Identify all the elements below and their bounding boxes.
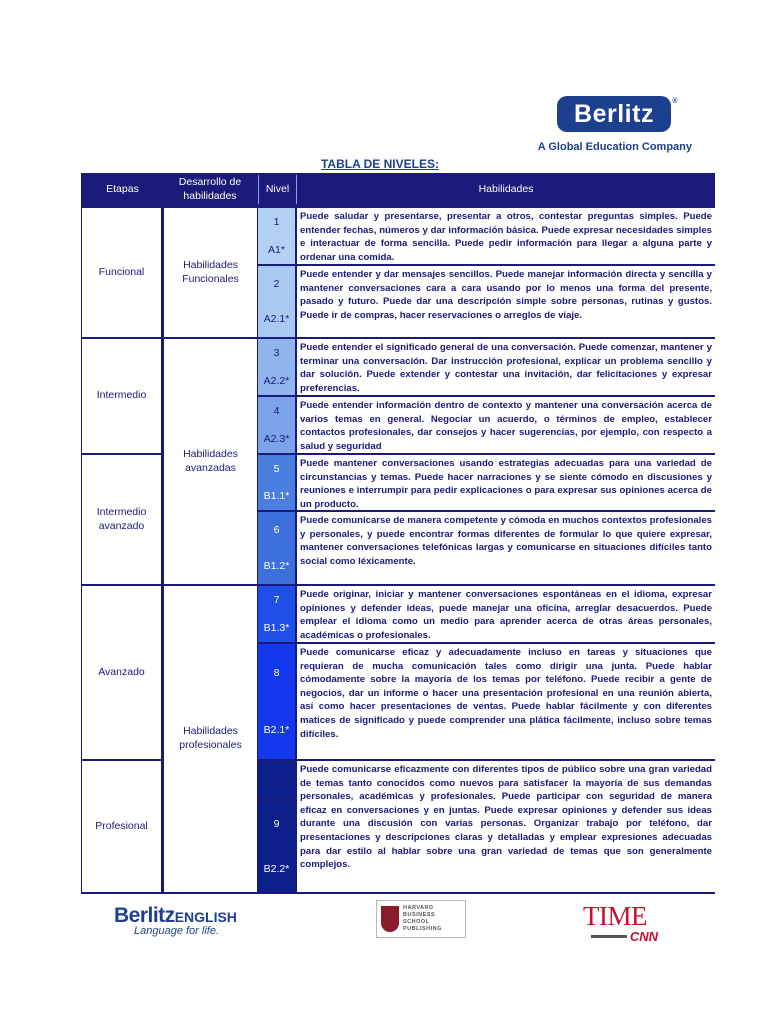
brand-tagline: A Global Education Company: [537, 141, 692, 153]
berlitz-logo: [557, 96, 678, 132]
level-7-badge: [258, 586, 295, 642]
level-9-badge: [258, 801, 295, 892]
level-code: B2.1*: [263, 724, 290, 737]
desarrollo-profesionales: Habilidades profesionales: [164, 586, 257, 892]
hbs-line-3: SCHOOL: [403, 919, 430, 925]
level-number: 1: [273, 216, 280, 228]
berlitz-logo-text: Berlitz: [574, 99, 654, 128]
level-2-description: Puede entender y dar mensajes sencillos. Puede manejar información directa y sencilla y mantener conversaciones cara a cara usando por lo menos una forma del presente, pasado y futuro. Puede dar una descripción simple sobre personas, rutinas y gustos. Puede ir de compras, hacer reservaciones o arreglos de viaje.: [297, 266, 715, 337]
level-code: A1*: [268, 244, 285, 256]
header-nivel: Nivel: [258, 175, 297, 204]
level-1-badge: [258, 208, 295, 264]
hbs-line-2: BUSINESS: [403, 912, 436, 918]
time-cnn-logo: [583, 903, 658, 943]
etapa-intermedio-avanzado: Intermedio avanzado: [82, 455, 161, 584]
level-number: 7: [273, 594, 280, 606]
berlitz-english-brand: Berlitz: [114, 904, 175, 927]
desarrollo-avanzadas: Habilidades avanzadas: [164, 339, 257, 584]
etapa-intermedio: Intermedio: [82, 339, 161, 453]
header-desarrollo: Desarrollo de habilidades: [178, 176, 242, 202]
level-7-description: Puede originar, iniciar y mantener conversaciones espontáneas en el idioma, expresar opiniones y defender ideas, puede manejar una oficina, arreglar desacuerdos. Puede emplear el idioma como un medio para aprender acerca de otras áreas personales, académicas o profesionales.: [297, 586, 715, 642]
level-number: 9: [273, 817, 280, 830]
level-8-badge: [258, 644, 295, 759]
level-9-description: Puede comunicarse eficazmente con diferentes tipos de público sobre una gran variedad de temas tanto conocidos como nuevos para satisfacer la mayoría de sus demandas personales, académicas y profesionales. Puede participar con seguridad de manera eficaz en conversaciones y en juntas. Puede expresar opiniones y defender sus ideas durante una discusión con varias personas. Organizar trabajo por teléfono, dar presentaciones y descripciones claras y detalladas y emplear expresiones adecuadas para dar estilo al hablar sobre una gran variedad de temas que son generalmente complejos.: [297, 761, 715, 892]
level-3-badge: [258, 339, 295, 395]
header-etapas: Etapas: [106, 182, 139, 195]
level-4-description: Puede entender información dentro de contexto y mantener una conversación acerca de varios temas en general. Negociar un acuerdo, o términos de empleo, establecer contactos profesionales, dar consejos y hacer sugerencias, por ejemplo, con respecto a salud y seguridad: [297, 397, 715, 453]
level-code: B1.1*: [263, 490, 290, 503]
level-number: 3: [273, 347, 280, 359]
level-5-description: Puede mantener conversaciones usando estrategias adecuadas para una variedad de circunstancias y temas. Puede hacer narraciones y se siente cómodo en discusiones y reuniones e interrumpir para pedir explicaciones o para expresar sus opiniones acerca de un producto.: [297, 455, 715, 510]
level-number: 8: [273, 666, 280, 679]
table-title: TABLA DE NIVELES:: [320, 157, 439, 171]
level-4-badge: [258, 397, 295, 453]
hbs-line-1: HARVARD: [403, 905, 434, 911]
level-code: A2.1*: [263, 313, 290, 326]
etapa-funcional: Funcional: [82, 208, 161, 337]
level-3-description: Puede entender el significado general de una conversación. Puede comenzar, mantener y terminar una conversación. Dar instrucción profesional, explicar un problema sencillo y dar solución. Puede extender y contestar una invitación, dar felicitaciones y expresar preferencias.: [297, 339, 715, 395]
cnn-wordmark: CNN: [629, 929, 658, 944]
levels-table: [81, 173, 715, 894]
berlitz-english-tagline: Language for life.: [134, 925, 220, 937]
level-1-description: Puede saludar y presentarse, presentar a otros, contestar preguntas simples. Puede entender fechas, números y dar información básica. Puede expresar necesidades simples e interactuar de forma sencilla. Puede pedir información para llegar a alguna parte y ordenar una comida.: [297, 208, 715, 264]
berlitz-english-logo: [114, 904, 254, 944]
level-number: 6: [273, 524, 280, 536]
time-wordmark: TIME: [583, 901, 647, 931]
level-code: B1.3*: [263, 622, 290, 634]
level-number: 5: [273, 462, 280, 475]
level-code: A2.3*: [263, 433, 290, 445]
level-6-badge: [258, 512, 295, 584]
etapa-profesional: Profesional: [82, 761, 161, 892]
berlitz-english-word: ENGLISH: [174, 909, 237, 925]
harvard-business-publishing-logo: [376, 900, 466, 938]
level-8-description: Puede comunicarse eficaz y adecuadamente incluso en tareas y situaciones que requieran de mucha comunicación tales como dirigir una junta. Puede hablar cómodamente sobre la mayoría de los temas por teléfono. Puede recibir a gente de negocios, dar un informe o hacer una presentación profesional en una reunión abierta, así como hacer presentaciones de ventas. Puede hablar fácilmente y con diferentes matices de significado y puede comprender una plática fácilmente, incluso sobre temas difíciles.: [297, 644, 715, 759]
level-6-description: Puede comunicarse de manera competente y cómoda en muchos contextos profesionales y personales, y puede encontrar formas diferentes de formular lo que quiere expresar, mantener conversaciones telefónicas largas y comunicarse en situaciones difíciles tanto social como léxicamente.: [297, 512, 715, 584]
level-code: B2.2*: [263, 863, 290, 876]
level-9-top-fill: [258, 761, 295, 799]
hbs-line-4: PUBLISHING: [403, 926, 442, 932]
harvard-shield-icon: [381, 906, 399, 932]
level-5-badge: [258, 455, 295, 510]
etapa-avanzado: Avanzado: [82, 586, 161, 759]
cnn-rule: [591, 935, 627, 938]
registered-mark: ®: [672, 98, 678, 105]
level-2-badge: [258, 266, 295, 337]
desarrollo-funcionales: Habilidades Funcionales: [164, 208, 257, 337]
level-number: 2: [273, 277, 280, 290]
header-habilidades: Habilidades: [478, 182, 534, 195]
level-code: A2.2*: [263, 375, 290, 387]
level-code: B1.2*: [263, 560, 290, 572]
level-number: 4: [273, 405, 280, 417]
